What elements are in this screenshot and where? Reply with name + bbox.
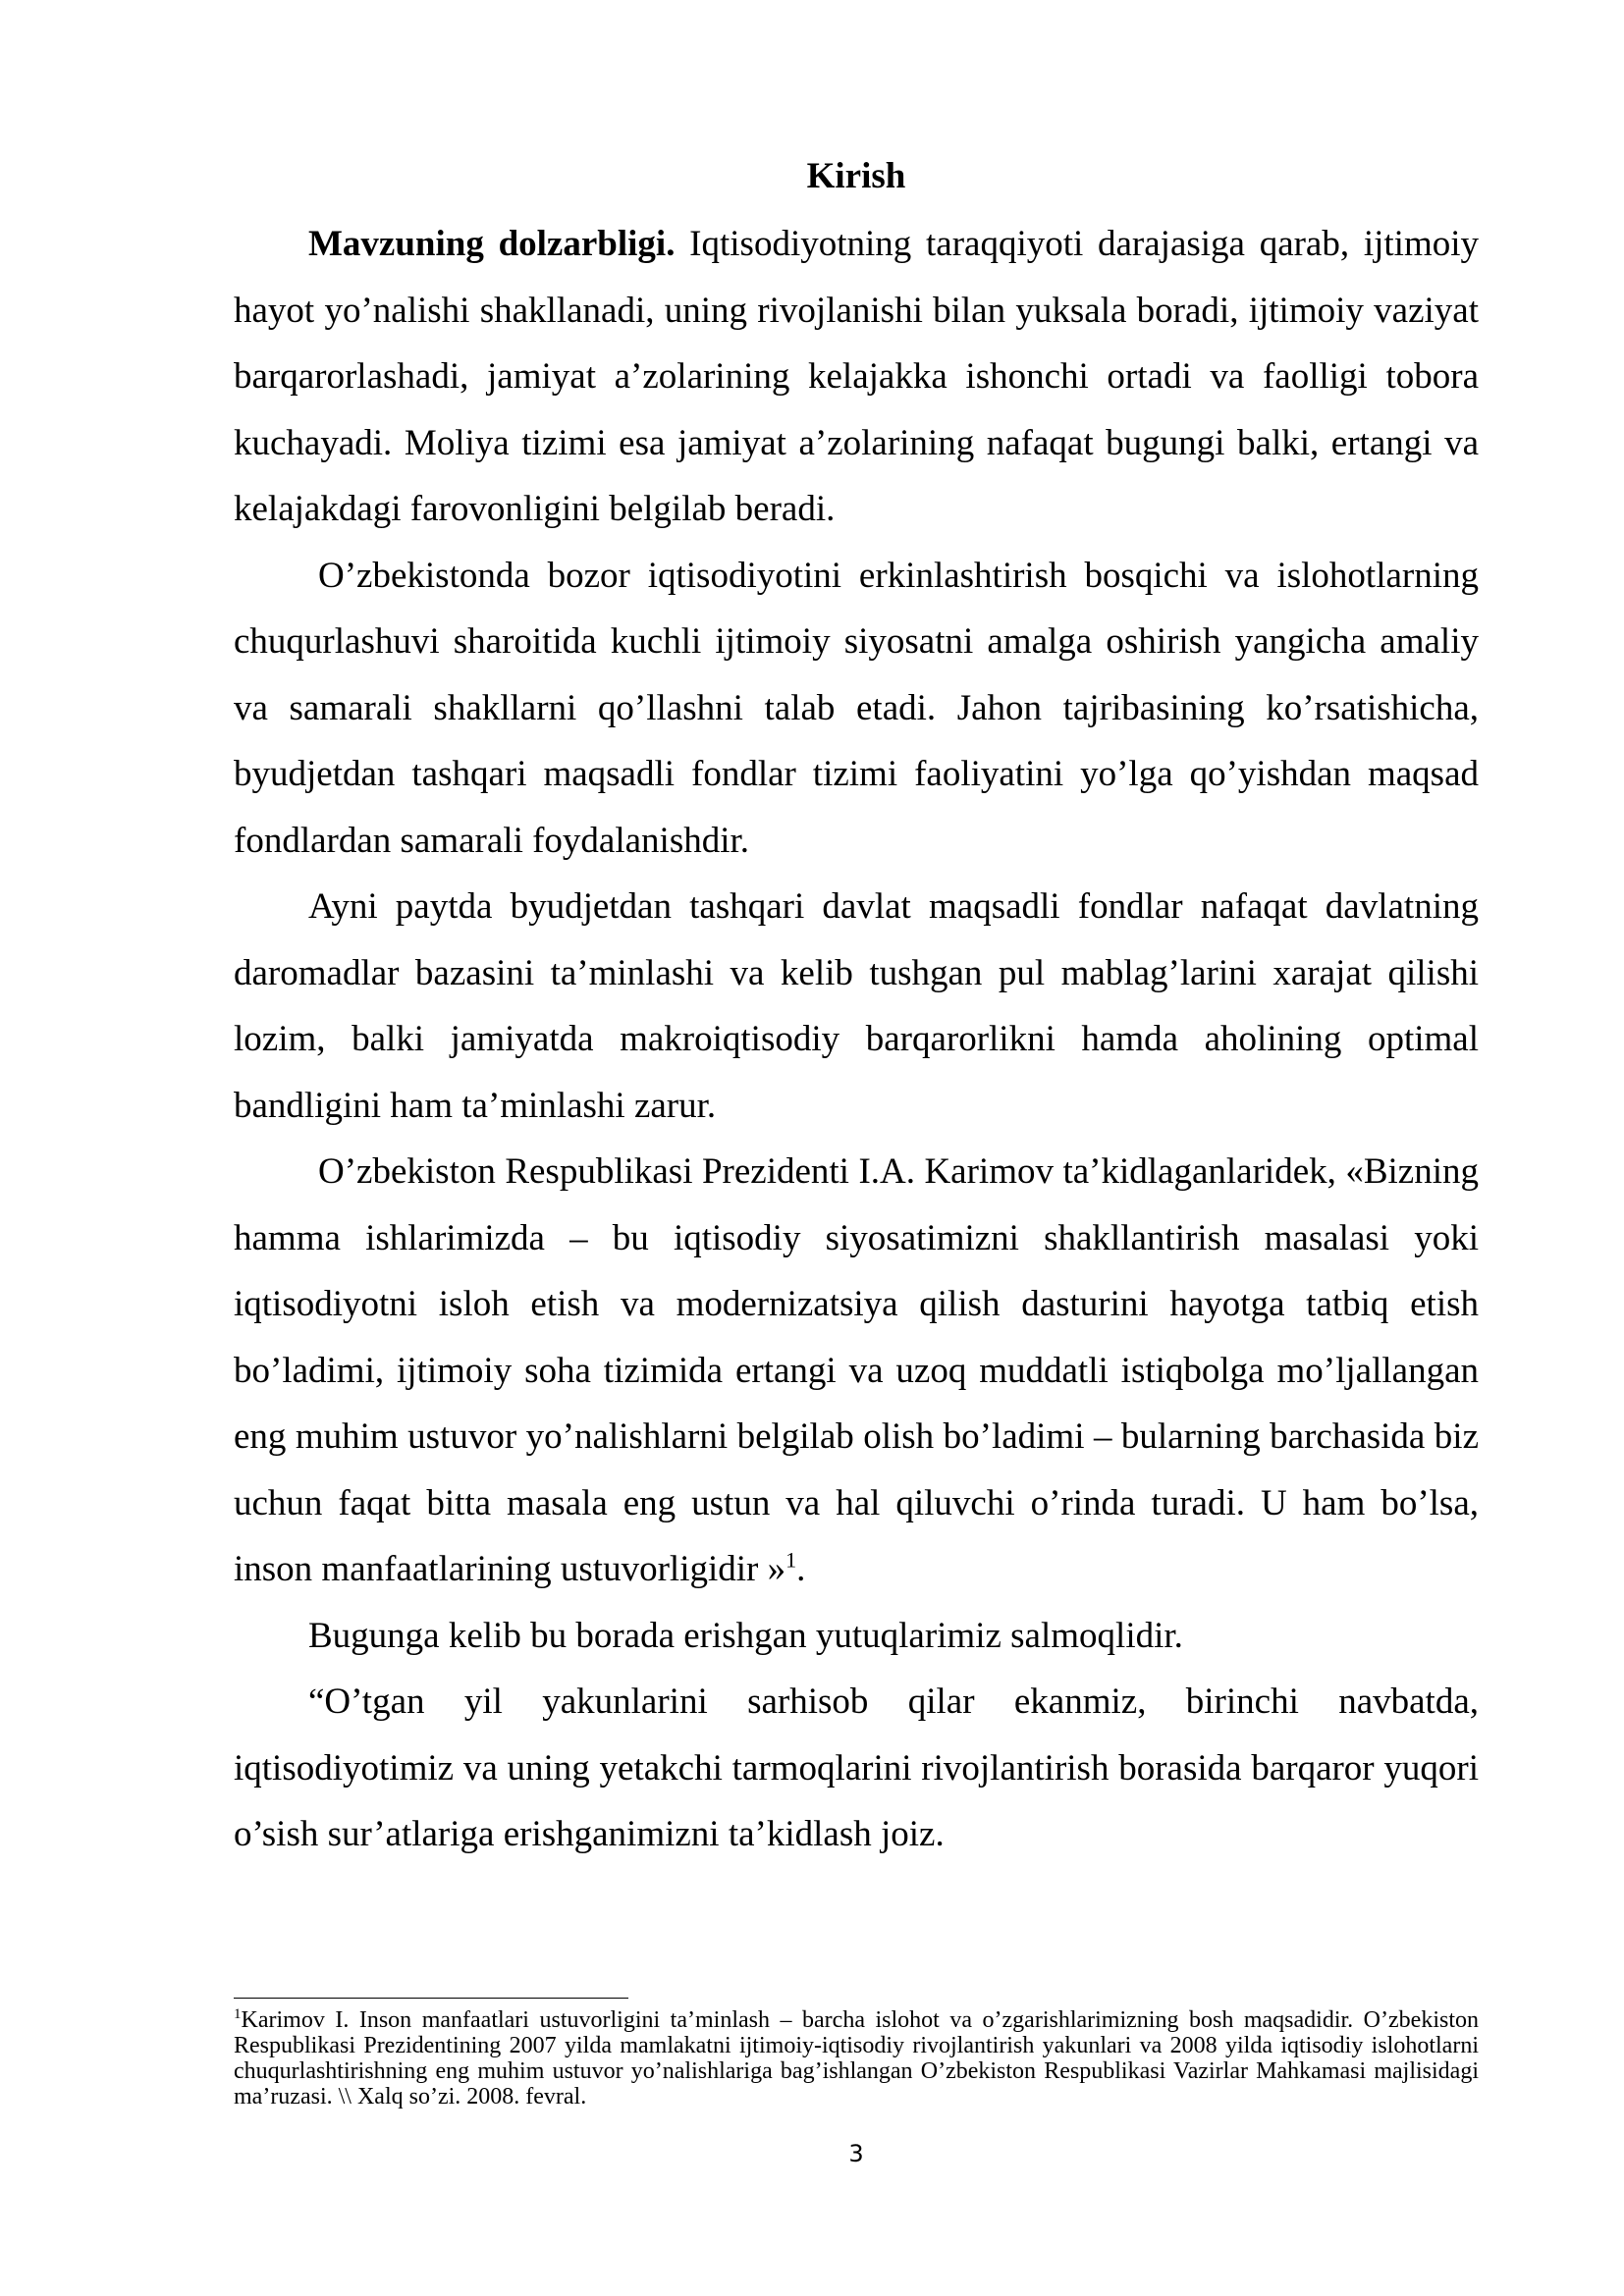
paragraph-president-quote [234,1139,1479,1603]
paragraph-extrabudgetary-funds [234,874,1479,1139]
footnote-text: Karimov I. Inson manfaatlari ustuvorligini ta’minlash – barcha islohot va o’zgarishlarimizning bosh maqsadidir. O’zbekiston Respublikasi Prezidentining 2007 yilda mamlakatni ijtimoiy-iqtisodiy rivojlantirish yakunlari va 2008 yilda iqtisodiy islohotlarni chuqurlashtirishning eng muhim ustuvor yo’nalishlariga bag’ishlangan O’zbekiston Respublikasi Vazirlar Mahkamasi majlisidagi ma’ruzasi. \\ Xalq so’zi. 2008. fevral. [234,2007,1479,2109]
paragraph-last-year [234,1669,1479,1868]
paragraph-relevance [234,211,1479,543]
page-number: 3 [848,2140,864,2167]
footnote-reference[interactable]: 1 [785,1547,797,1573]
paragraph-market-reforms [234,543,1479,875]
paragraph-text: Iqtisodiyotning taraqqiyoti darajasiga qarab, ijtimoiy hayot yo’nalishi shakllanadi, uning rivojlanishi bilan yuksala boradi, ijtimoiy vaziyat barqarorlashadi, jamiyat a’zolarining kelajakka ishonchi ortadi va faolligi tobora kuchayadi. Moliya tizimi esa jamiyat a’zolarining nafaqat bugungi balki, ertangi va kelajakdagi farovonligini belgilab beradi. [234,224,1480,529]
paragraph-text: Ayni paytda byudjetdan tashqari davlat maqsadli fondlar nafaqat davlatning daromadlar bazasini ta’minlashi va kelib tushgan pul mablag’larini xarajat qilishi lozim, balki jamiyatda makroiqtisodiy barqarorlikni hamda aholining optimal bandligini ham ta’minlashi zarur. [234,886,1479,1126]
paragraph-text: Bugunga kelib bu borada erishgan yutuqlarimiz salmoqlidir. [308,1615,1183,1656]
paragraph-lead: Mavzuning dolzarbligi. [308,224,676,264]
footnote-separator [234,1998,628,1999]
paragraph-text: O’zbekistonda bozor iqtisodiyotini erkinlashtirish bosqichi va islohotlarning chuqurlashuvi sharoitida kuchli ijtimoiy siyosatni amalga oshirish yangicha amaliy va samarali shakllarni qo’llashni talab etadi. Jahon tajribasining ko’rsatishicha, byudjetdan tashqari maqsadli fondlar tizimi faoliyatini yo’lga qo’yishdan maqsad fondlardan samarali foydalanishdir. [234,555,1479,861]
body-text [234,211,1479,1868]
footnote [234,2007,1479,2109]
paragraph-text: O’zbekiston Respublikasi Prezidenti I.A. Karimov ta’kidlaganlaridek, «Bizning hamma ishlarimizda – bu iqtisodiy siyosatimizni shakllantirish masalasi yoki iqtisodiyotni isloh etish va modernizatsiya qilish dasturini hayotga tatbiq etish bo’ladimi, ijtimoiy soha tizimida ertangi va uzoq muddatli istiqbolga mo’ljallangan eng muhim ustuvor yo’nalishlarni belgilab olish bo’ladimi – bularning barchasida biz uchun faqat bitta masala eng ustun va hal qiluvchi o’rinda turadi. U ham bo’lsa, inson manfaatlarining ustuvorligidir » [234,1151,1479,1589]
paragraph-tail: . [796,1549,806,1589]
section-heading: Kirish [806,156,906,196]
paragraph-text: “O’tgan yil yakunlarini sarhisob qilar ekanmiz, birinchi navbatda, iqtisodiyotimiz va uning yetakchi tarmoqlarini rivojlantirish borasida barqaror yuqori o’sish sur’atlariga erishganimizni ta’kidlash joiz. [234,1682,1479,1854]
paragraph-achievements [234,1603,1479,1670]
footnote-marker: 1 [234,2006,242,2022]
